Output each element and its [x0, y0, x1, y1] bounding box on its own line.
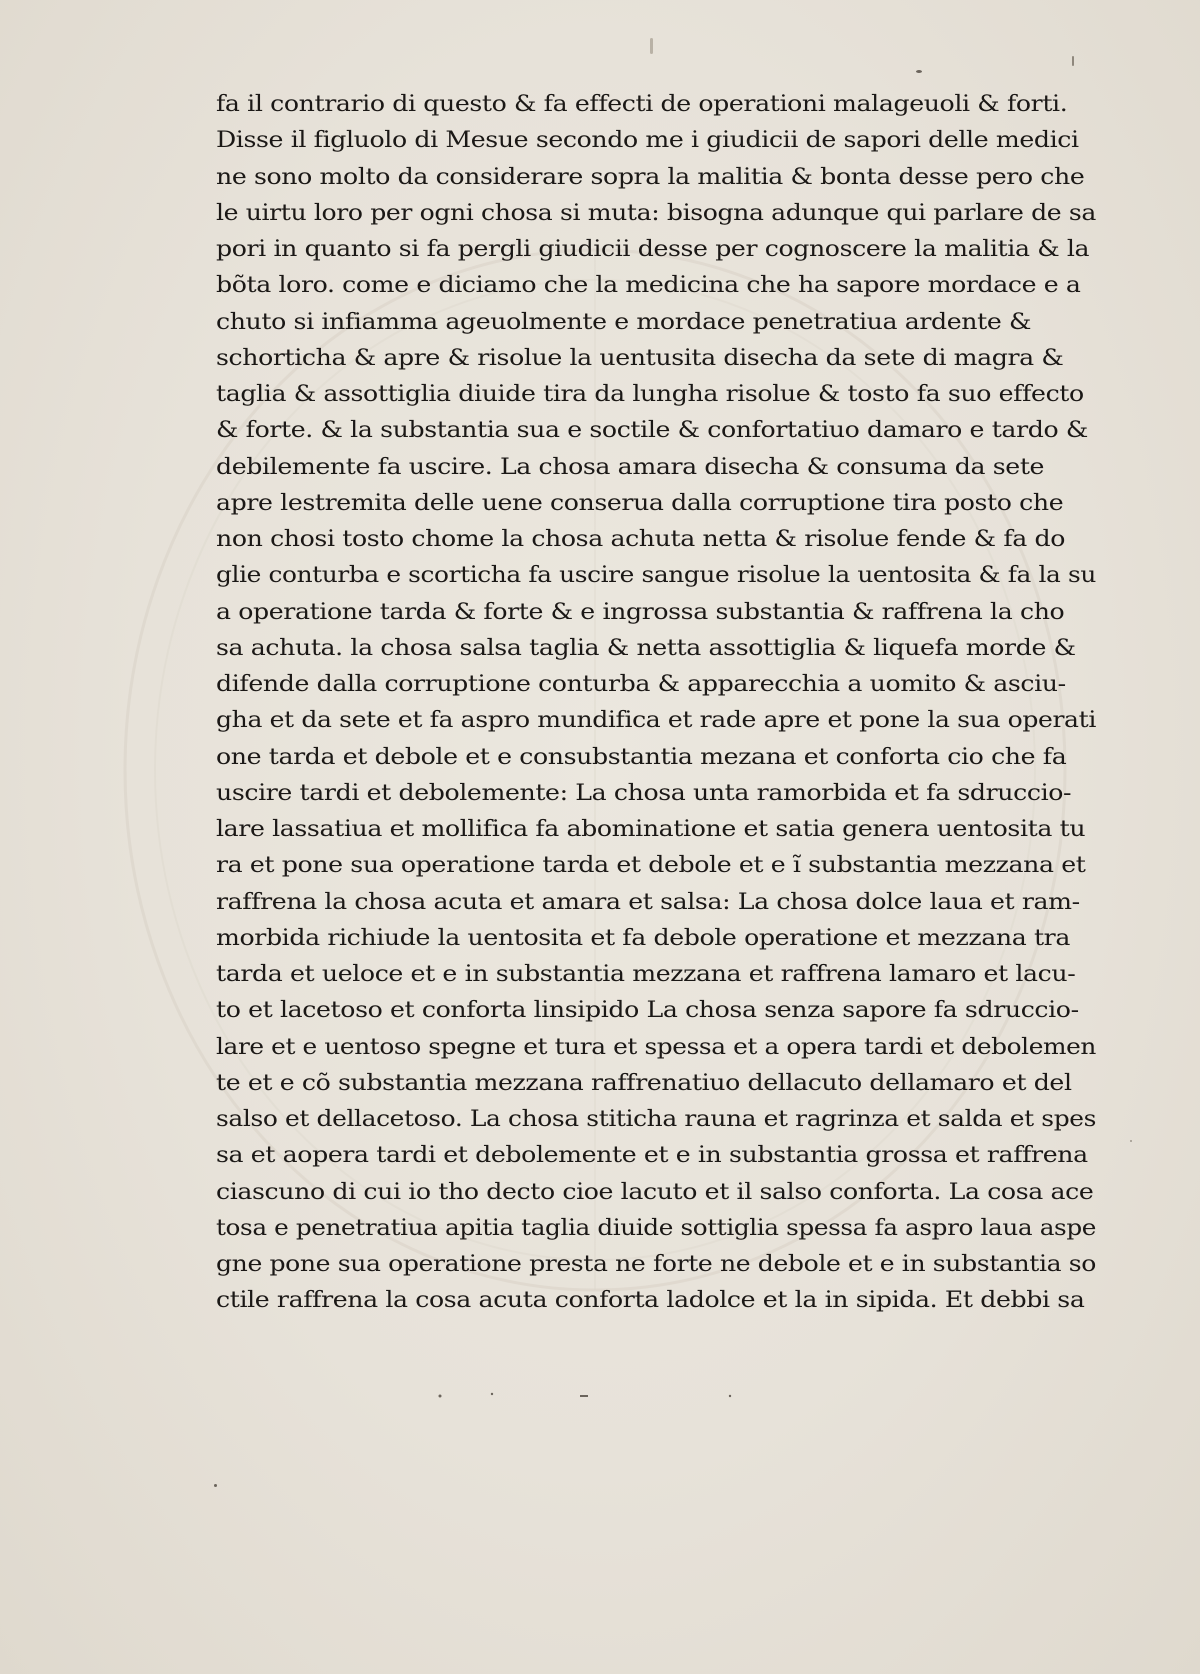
bottom-ink-marks	[430, 1390, 830, 1402]
paper-speck	[214, 1484, 217, 1487]
text-line: tosa e penetratiua apitia taglia diuide sottiglia spessa fa aspro laua aspe	[216, 1214, 1097, 1241]
text-line: one tarda et debole et e consubstantia mezana et conforta cio che fa	[216, 743, 1067, 770]
text-line: gne pone sua operatione presta ne forte ne debole et e in substantia so	[216, 1251, 1096, 1277]
text-line: sa et aopera tardi et debolemente et e in substantia grossa et raffrena	[216, 1142, 1088, 1169]
text-line: pori in quanto si fa pergli giudicii desse per cognoscere la malitia & la	[216, 236, 1090, 262]
text-line: glie conturba e scorticha fa uscire sangue risolue la uentosita & fa la su	[216, 562, 1096, 589]
text-line: ciascuno di cui io tho decto cioe lacuto et il salso conforta. La cosa ace	[216, 1178, 1094, 1205]
text-line: uscire tardi et debolemente: La chosa unta ramorbida et fa sdruccio-	[216, 779, 1072, 806]
text-line: chuto si infiamma ageuolmente e mordace penetratiua ardente &	[216, 308, 1032, 335]
text-line: lare lassatiua et mollifica fa abominatione et satia genera uentosita tu	[216, 816, 1086, 842]
text-line: raffrena la chosa acuta et amara et salsa: La chosa dolce laua et ram-	[216, 888, 1080, 915]
text-line: tarda et ueloce et e in substantia mezzana et raffrena lamaro et lacu-	[216, 961, 1076, 987]
text-line: lare et e uentoso spegne et tura et spessa et a opera tardi et debolemen	[216, 1033, 1097, 1060]
text-line: debilemente fa uscire. La chosa amara disecha & consuma da sete	[216, 453, 1045, 480]
body-text	[216, 86, 1116, 1319]
text-line: ne sono molto da considerare sopra la malitia & bonta desse pero che	[216, 163, 1085, 190]
text-line: fa il contrario di questo & fa effecti de operationi malageuoli & forti.	[216, 91, 1068, 117]
paper-speck	[916, 70, 922, 73]
text-line: te et e cõ substantia mezzana raffrenatiuo dellacuto dellamaro et del	[216, 1069, 1072, 1096]
text-line: difende dalla corruptione conturba & apparecchia a uomito & asciu-	[216, 671, 1066, 697]
text-line: sa achuta. la chosa salsa taglia & netta assottiglia & liquefa morde &	[216, 634, 1076, 661]
text-line: morbida richiude la uentosita et fa debole operatione et mezzana tra	[216, 924, 1070, 951]
text-line: salso et dellacetoso. La chosa stiticha rauna et ragrinza et salda et spes	[216, 1106, 1097, 1132]
text-line: & forte. & la substantia sua e soctile & confortatiuo damaro e tardo &	[216, 417, 1088, 444]
text-line: schorticha & apre & risolue la uentusita disecha da sete di magra &	[216, 344, 1064, 371]
text-line: a operatione tarda & forte & e ingrossa substantia & raffrena la cho	[216, 598, 1065, 625]
text-line: ctile raffrena la cosa acuta conforta ladolce et la in sipida. Et debbi sa	[216, 1287, 1085, 1314]
text-line: taglia & assottiglia diuide tira da lungha risolue & tosto fa suo effecto	[216, 381, 1084, 407]
text-line: gha et da sete et fa aspro mundifica et rade apre et pone la sua operati	[216, 707, 1096, 734]
paper-speck	[1072, 56, 1074, 66]
text-line: non chosi tosto chome la chosa achuta netta & risolue fende & fa do	[216, 526, 1066, 552]
text-line: Disse il figluolo di Mesue secondo me i giudicii de sapori delle medici	[216, 127, 1079, 154]
text-line: apre lestremita delle uene conserua dalla corruptione tira posto che	[216, 489, 1064, 516]
text-line: to et lacetoso et conforta linsipido La chosa senza sapore fa sdruccio-	[216, 997, 1079, 1024]
text-line: le uirtu loro per ogni chosa si muta: bisogna adunque qui parlare de sa	[216, 199, 1096, 226]
text-line: bõta loro. come e diciamo che la medicina che ha sapore mordace e a	[216, 272, 1081, 299]
text-line: ra et pone sua operatione tarda et debole et e ĩ substantia mezzana et	[216, 852, 1086, 879]
paper-speck	[650, 38, 653, 54]
